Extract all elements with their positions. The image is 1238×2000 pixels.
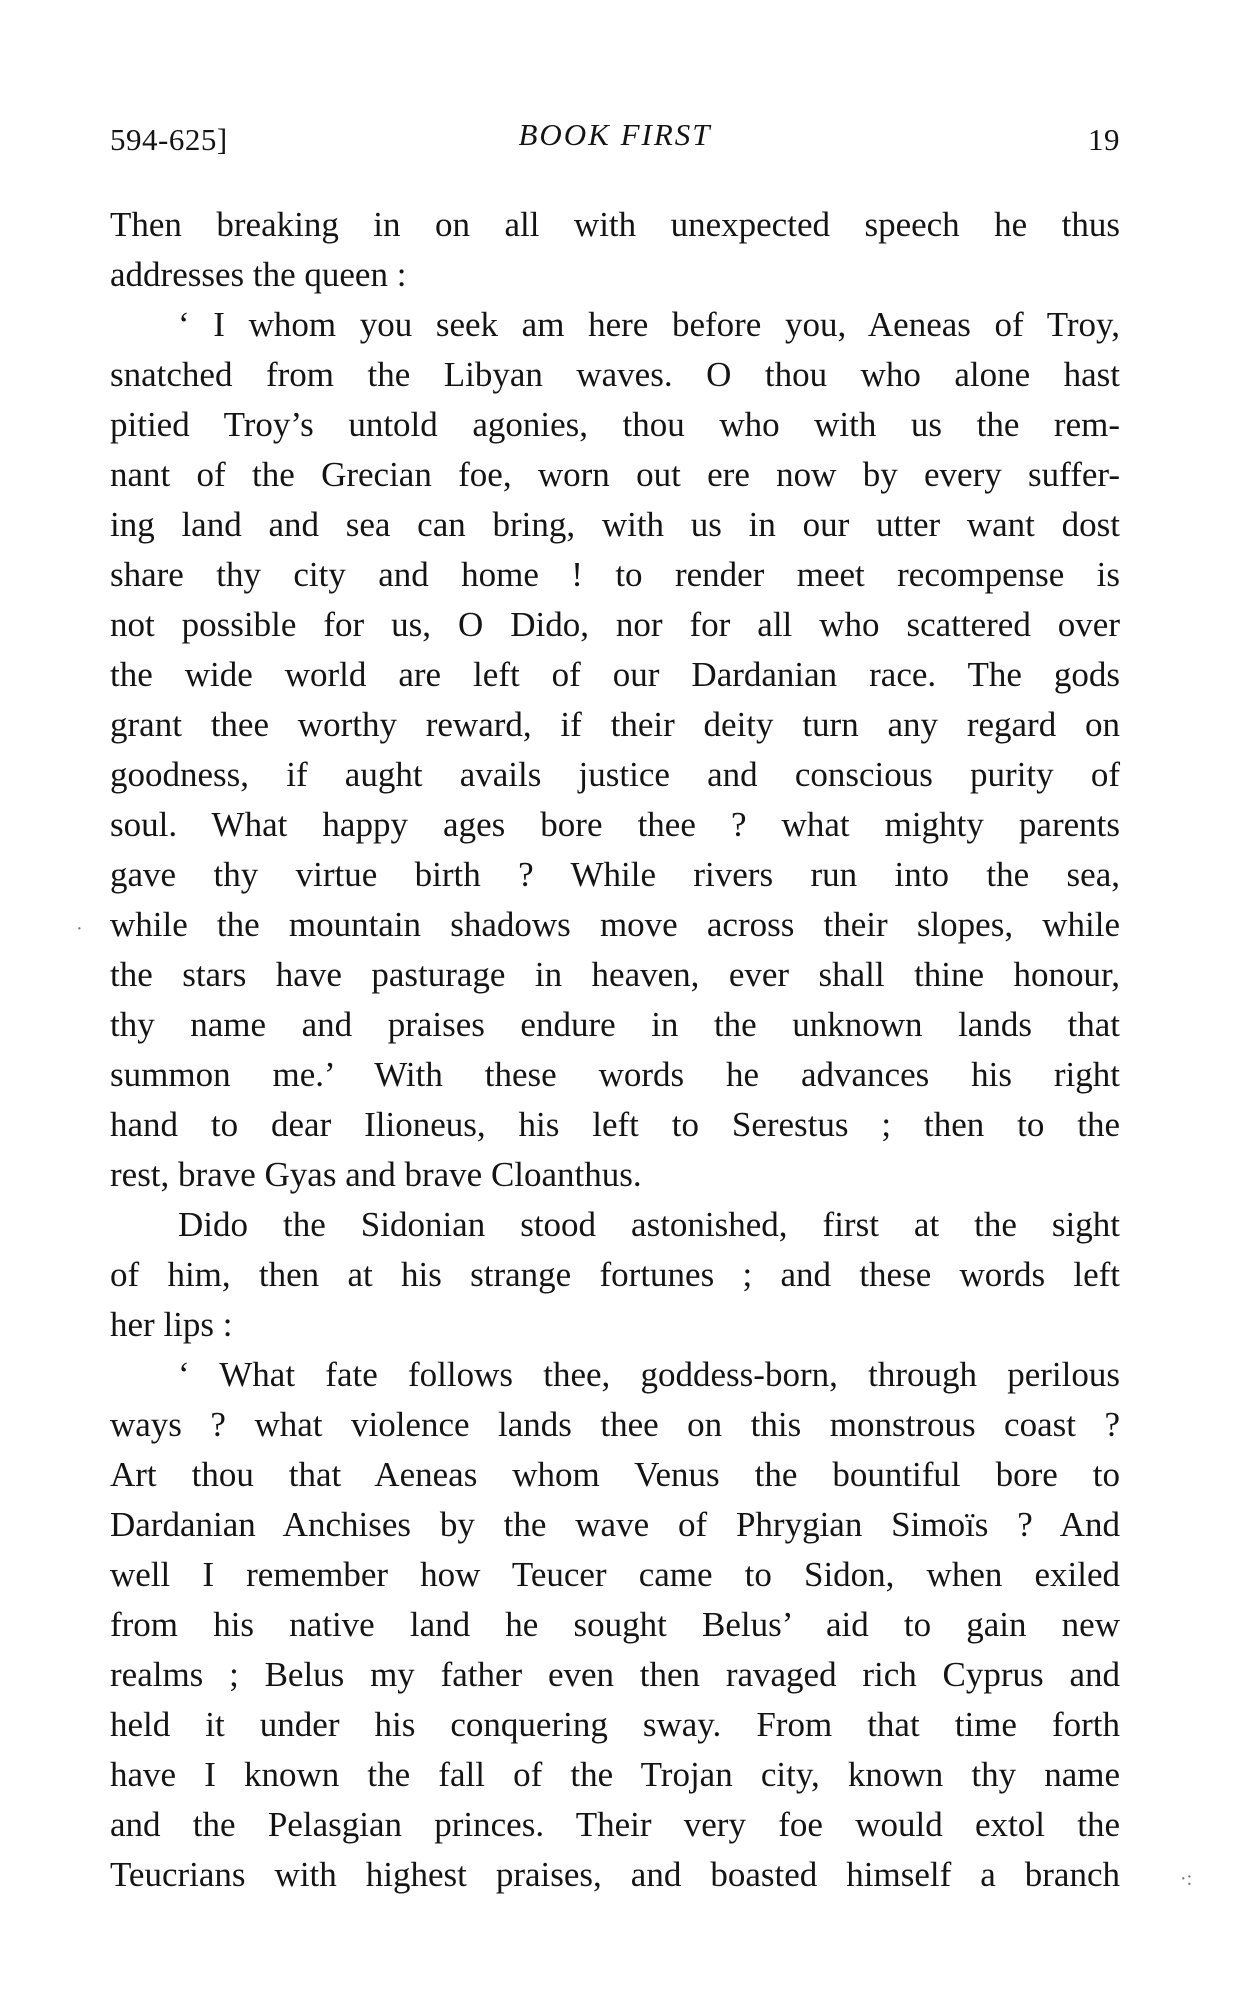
text-line: thy name and praises endure in the unknown lands that [110,1005,1120,1044]
text-line: ‘ I whom you seek am here before you, Aeneas of Troy, [178,305,1120,344]
book-title: BOOK FIRST [518,117,712,152]
text-line: not possible for us, O Dido, nor for all who scattered over [110,605,1120,644]
margin-speck: · [76,918,83,940]
text-line: ‘ What fate follows thee, goddess-born, through perilous [178,1355,1120,1394]
text-line: Teucrians with highest praises, and boasted himself a branch [110,1855,1120,1894]
running-head [110,117,1120,162]
text-line: her lips : [110,1305,233,1344]
text-line: summon me.’ With these words he advances his right [110,1055,1120,1094]
text-line: Then breaking in on all with unexpected speech he thus [110,205,1120,244]
text-line: snatched from the Libyan waves. O thou who alone hast [110,355,1120,394]
text-line: have I known the fall of the Trojan city, known thy name [110,1755,1120,1794]
text-line: grant thee worthy reward, if their deity turn any regard on [110,705,1120,744]
text-line: the wide world are left of our Dardanian race. The gods [110,655,1120,694]
body-text [110,200,1120,1900]
text-line: of him, then at his strange fortunes ; and these words left [110,1255,1120,1294]
text-line: Dido the Sidonian stood astonished, first at the sight [178,1205,1120,1244]
text-line: realms ; Belus my father even then ravaged rich Cyprus and [110,1655,1120,1694]
text-line: ways ? what violence lands thee on this monstrous coast ? [110,1405,1120,1444]
text-line: from his native land he sought Belus’ aid to gain new [110,1605,1120,1644]
text-line: gave thy virtue birth ? While rivers run into the sea, [110,855,1120,894]
text-line: held it under his conquering sway. From that time forth [110,1705,1120,1744]
text-line: goodness, if aught avails justice and conscious purity of [110,755,1120,794]
page-number: 19 [1088,122,1120,157]
text-line: Art thou that Aeneas whom Venus the bountiful bore to [110,1455,1120,1494]
text-line: addresses the queen : [110,255,407,294]
text-line: the stars have pasturage in heaven, ever shall thine honour, [110,955,1120,994]
text-line: well I remember how Teucer came to Sidon, when exiled [110,1555,1120,1594]
text-line: while the mountain shadows move across their slopes, while [110,905,1120,944]
text-line: nant of the Grecian foe, worn out ere now by every suffer- [110,455,1120,494]
line-range: 594-625] [110,122,228,157]
text-line: pitied Troy’s untold agonies, thou who with us the rem- [110,405,1120,444]
text-line: and the Pelasgian princes. Their very foe would extol the [110,1805,1120,1844]
text-line: hand to dear Ilioneus, his left to Serestus ; then to the [110,1105,1120,1144]
text-line: rest, brave Gyas and brave Cloanthus. [110,1155,642,1194]
margin-speck: ·: [1180,1868,1193,1890]
text-line: Dardanian Anchises by the wave of Phrygian Simoïs ? And [110,1505,1120,1544]
text-line: share thy city and home ! to render meet recompense is [110,555,1120,594]
text-line: soul. What happy ages bore thee ? what mighty parents [110,805,1120,844]
text-line: ing land and sea can bring, with us in our utter want dost [110,505,1120,544]
